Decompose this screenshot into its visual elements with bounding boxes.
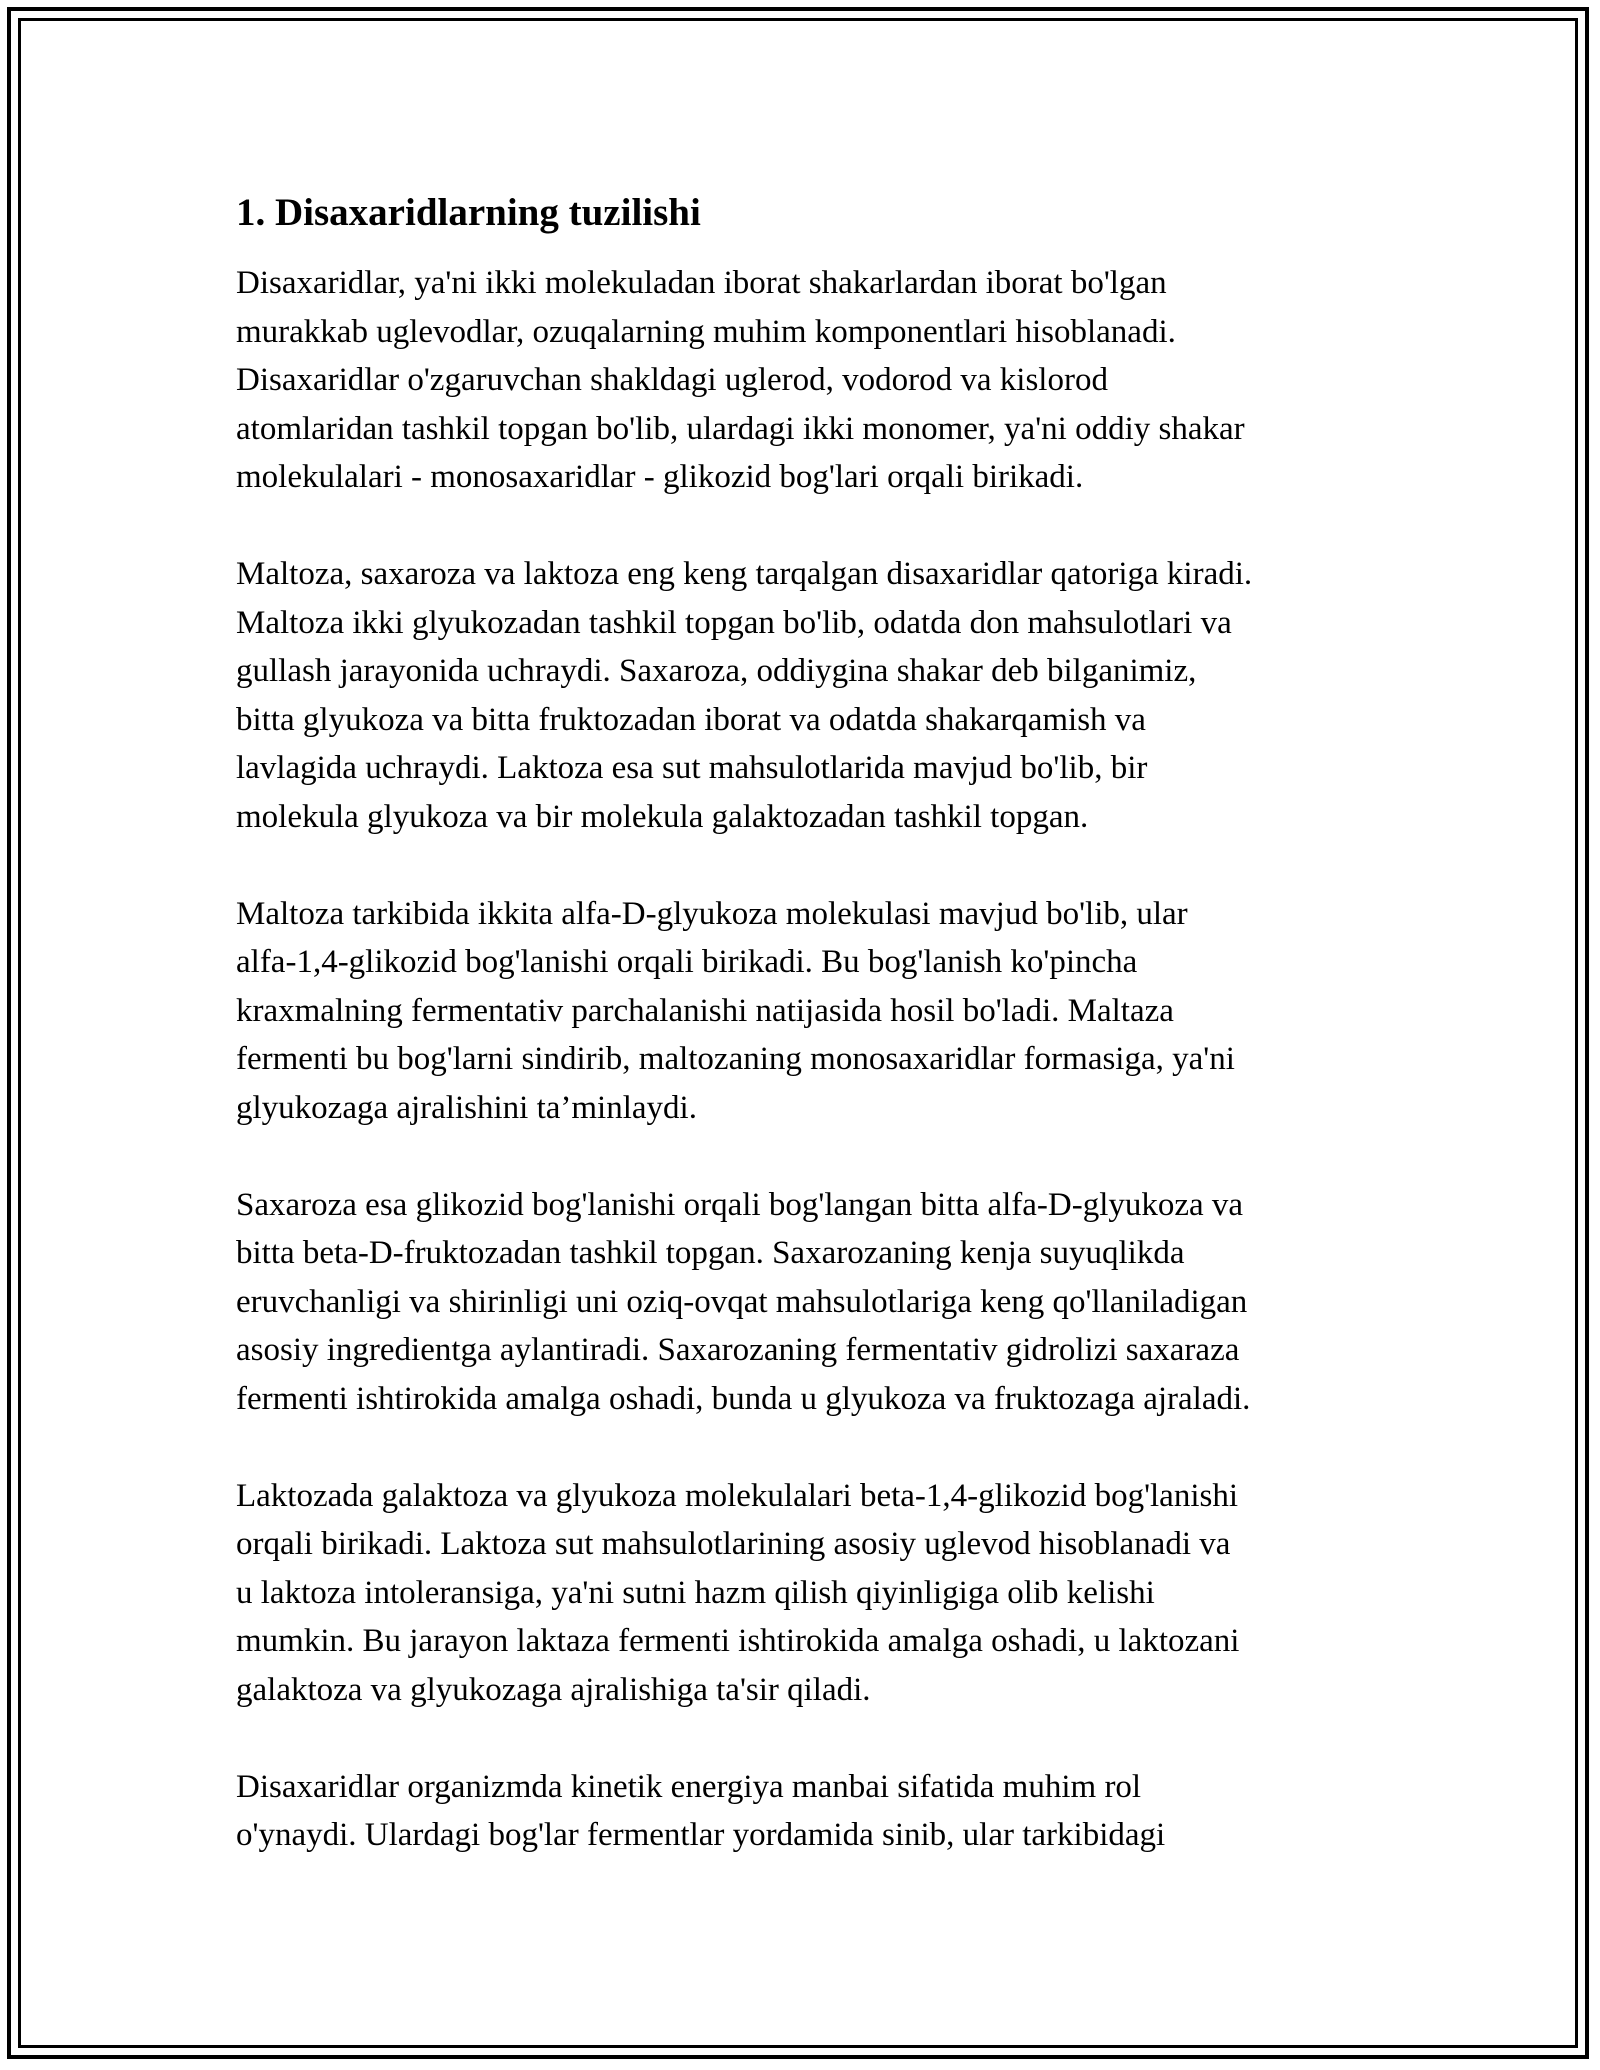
paragraph-line: galaktoza va glyukozaga ajralishiga ta'sir qiladi. bbox=[236, 1671, 871, 1708]
paragraph-line: Disaxaridlar o'zgaruvchan shakldagi uglerod, vodorod va kislorod bbox=[236, 362, 1108, 398]
paragraph-line: atomlaridan tashkil topgan bo'lib, ulardagi ikki monomer, ya'ni oddiy shakar bbox=[236, 410, 1245, 447]
paragraph-line: Disaxaridlar organizmda kinetik energiya manbai sifatida muhim rol bbox=[236, 1768, 1142, 1805]
paragraph-line: molekulalari - monosaxaridlar - glikozid bog'lari orqali birikadi. bbox=[236, 459, 1084, 495]
paragraph-line: Saxaroza esa glikozid bog'lanishi orqali bog'langan bitta alfa-D-glyukoza va bbox=[236, 1186, 1244, 1223]
document-body bbox=[236, 187, 1366, 1908]
paragraph-line: Laktozada galaktoza va glyukoza molekulalari beta-1,4-glikozid bog'lanishi bbox=[236, 1477, 1239, 1514]
section-heading: 1. Disaxaridlarning tuzilishi bbox=[236, 191, 701, 234]
paragraph-line: gullash jarayonida uchraydi. Saxaroza, oddiygina shakar deb bilganimiz, bbox=[236, 653, 1197, 689]
paragraph-3 bbox=[236, 890, 1366, 1133]
paragraph-5 bbox=[236, 1472, 1366, 1715]
paragraph-line: eruvchanligi va shirinligi uni oziq-ovqat mahsulotlariga keng qo'llaniladigan bbox=[236, 1283, 1248, 1320]
paragraph-line: asosiy ingredientga aylantiradi. Saxarozaning fermentativ gidrolizi saxaraza bbox=[236, 1332, 1240, 1368]
paragraph-line: mumkin. Bu jarayon laktaza fermenti ishtirokida amalga oshadi, u laktozani bbox=[236, 1623, 1240, 1659]
paragraph-line: Maltoza ikki glyukozadan tashkil topgan bo'lib, odatda don mahsulotlari va bbox=[236, 604, 1232, 641]
paragraph-line: u laktoza intoleransiga, ya'ni sutni hazm qilish qiyinligiga olib kelishi bbox=[236, 1574, 1155, 1611]
paragraph-line: bitta glyukoza va bitta fruktozadan iborat va odatda shakarqamish va bbox=[236, 701, 1146, 738]
paragraph-line: Disaxaridlar, ya'ni ikki molekuladan iborat shakarlardan iborat bo'lgan bbox=[236, 265, 1167, 301]
paragraph-line: lavlagida uchraydi. Laktoza esa sut mahsulotlarida mavjud bo'lib, bir bbox=[236, 750, 1148, 786]
paragraph-line: Maltoza tarkibida ikkita alfa-D-glyukoza molekulasi mavjud bo'lib, ular bbox=[236, 895, 1188, 932]
paragraph-line: fermenti bu bog'larni sindirib, maltozaning monosaxaridlar formasiga, ya'ni bbox=[236, 1041, 1235, 1077]
paragraph-1 bbox=[236, 259, 1366, 502]
paragraph-6 bbox=[236, 1763, 1366, 1860]
paragraph-line: kraxmalning fermentativ parchalanishi natijasida hosil bo'ladi. Maltaza bbox=[236, 992, 1174, 1029]
paragraph-line: bitta beta-D-fruktozadan tashkil topgan. Saxarozaning kenja suyuqlikda bbox=[236, 1235, 1185, 1271]
paragraph-line: molekula glyukoza va bir molekula galaktozadan tashkil topgan. bbox=[236, 798, 1089, 835]
paragraph-line: murakkab uglevodlar, ozuqalarning muhim komponentlari hisoblanadi. bbox=[236, 313, 1176, 350]
paragraph-line: o'ynaydi. Ulardagi bog'lar fermentlar yordamida sinib, ular tarkibidagi bbox=[236, 1817, 1166, 1853]
paragraph-line: glyukozaga ajralishini ta’minlaydi. bbox=[236, 1089, 697, 1126]
paragraph-2 bbox=[236, 550, 1366, 841]
paragraph-4 bbox=[236, 1181, 1366, 1424]
paragraph-line: Maltoza, saxaroza va laktoza eng keng tarqalgan disaxaridlar qatoriga kiradi. bbox=[236, 556, 1253, 592]
paragraph-line: fermenti ishtirokida amalga oshadi, bunda u glyukoza va fruktozaga ajraladi. bbox=[236, 1380, 1251, 1417]
paragraph-line: alfa-1,4-glikozid bog'lanishi orqali birikadi. Bu bog'lanish ko'pincha bbox=[236, 944, 1138, 980]
paragraph-line: orqali birikadi. Laktoza sut mahsulotlarining asosiy uglevod hisoblanadi va bbox=[236, 1526, 1231, 1562]
